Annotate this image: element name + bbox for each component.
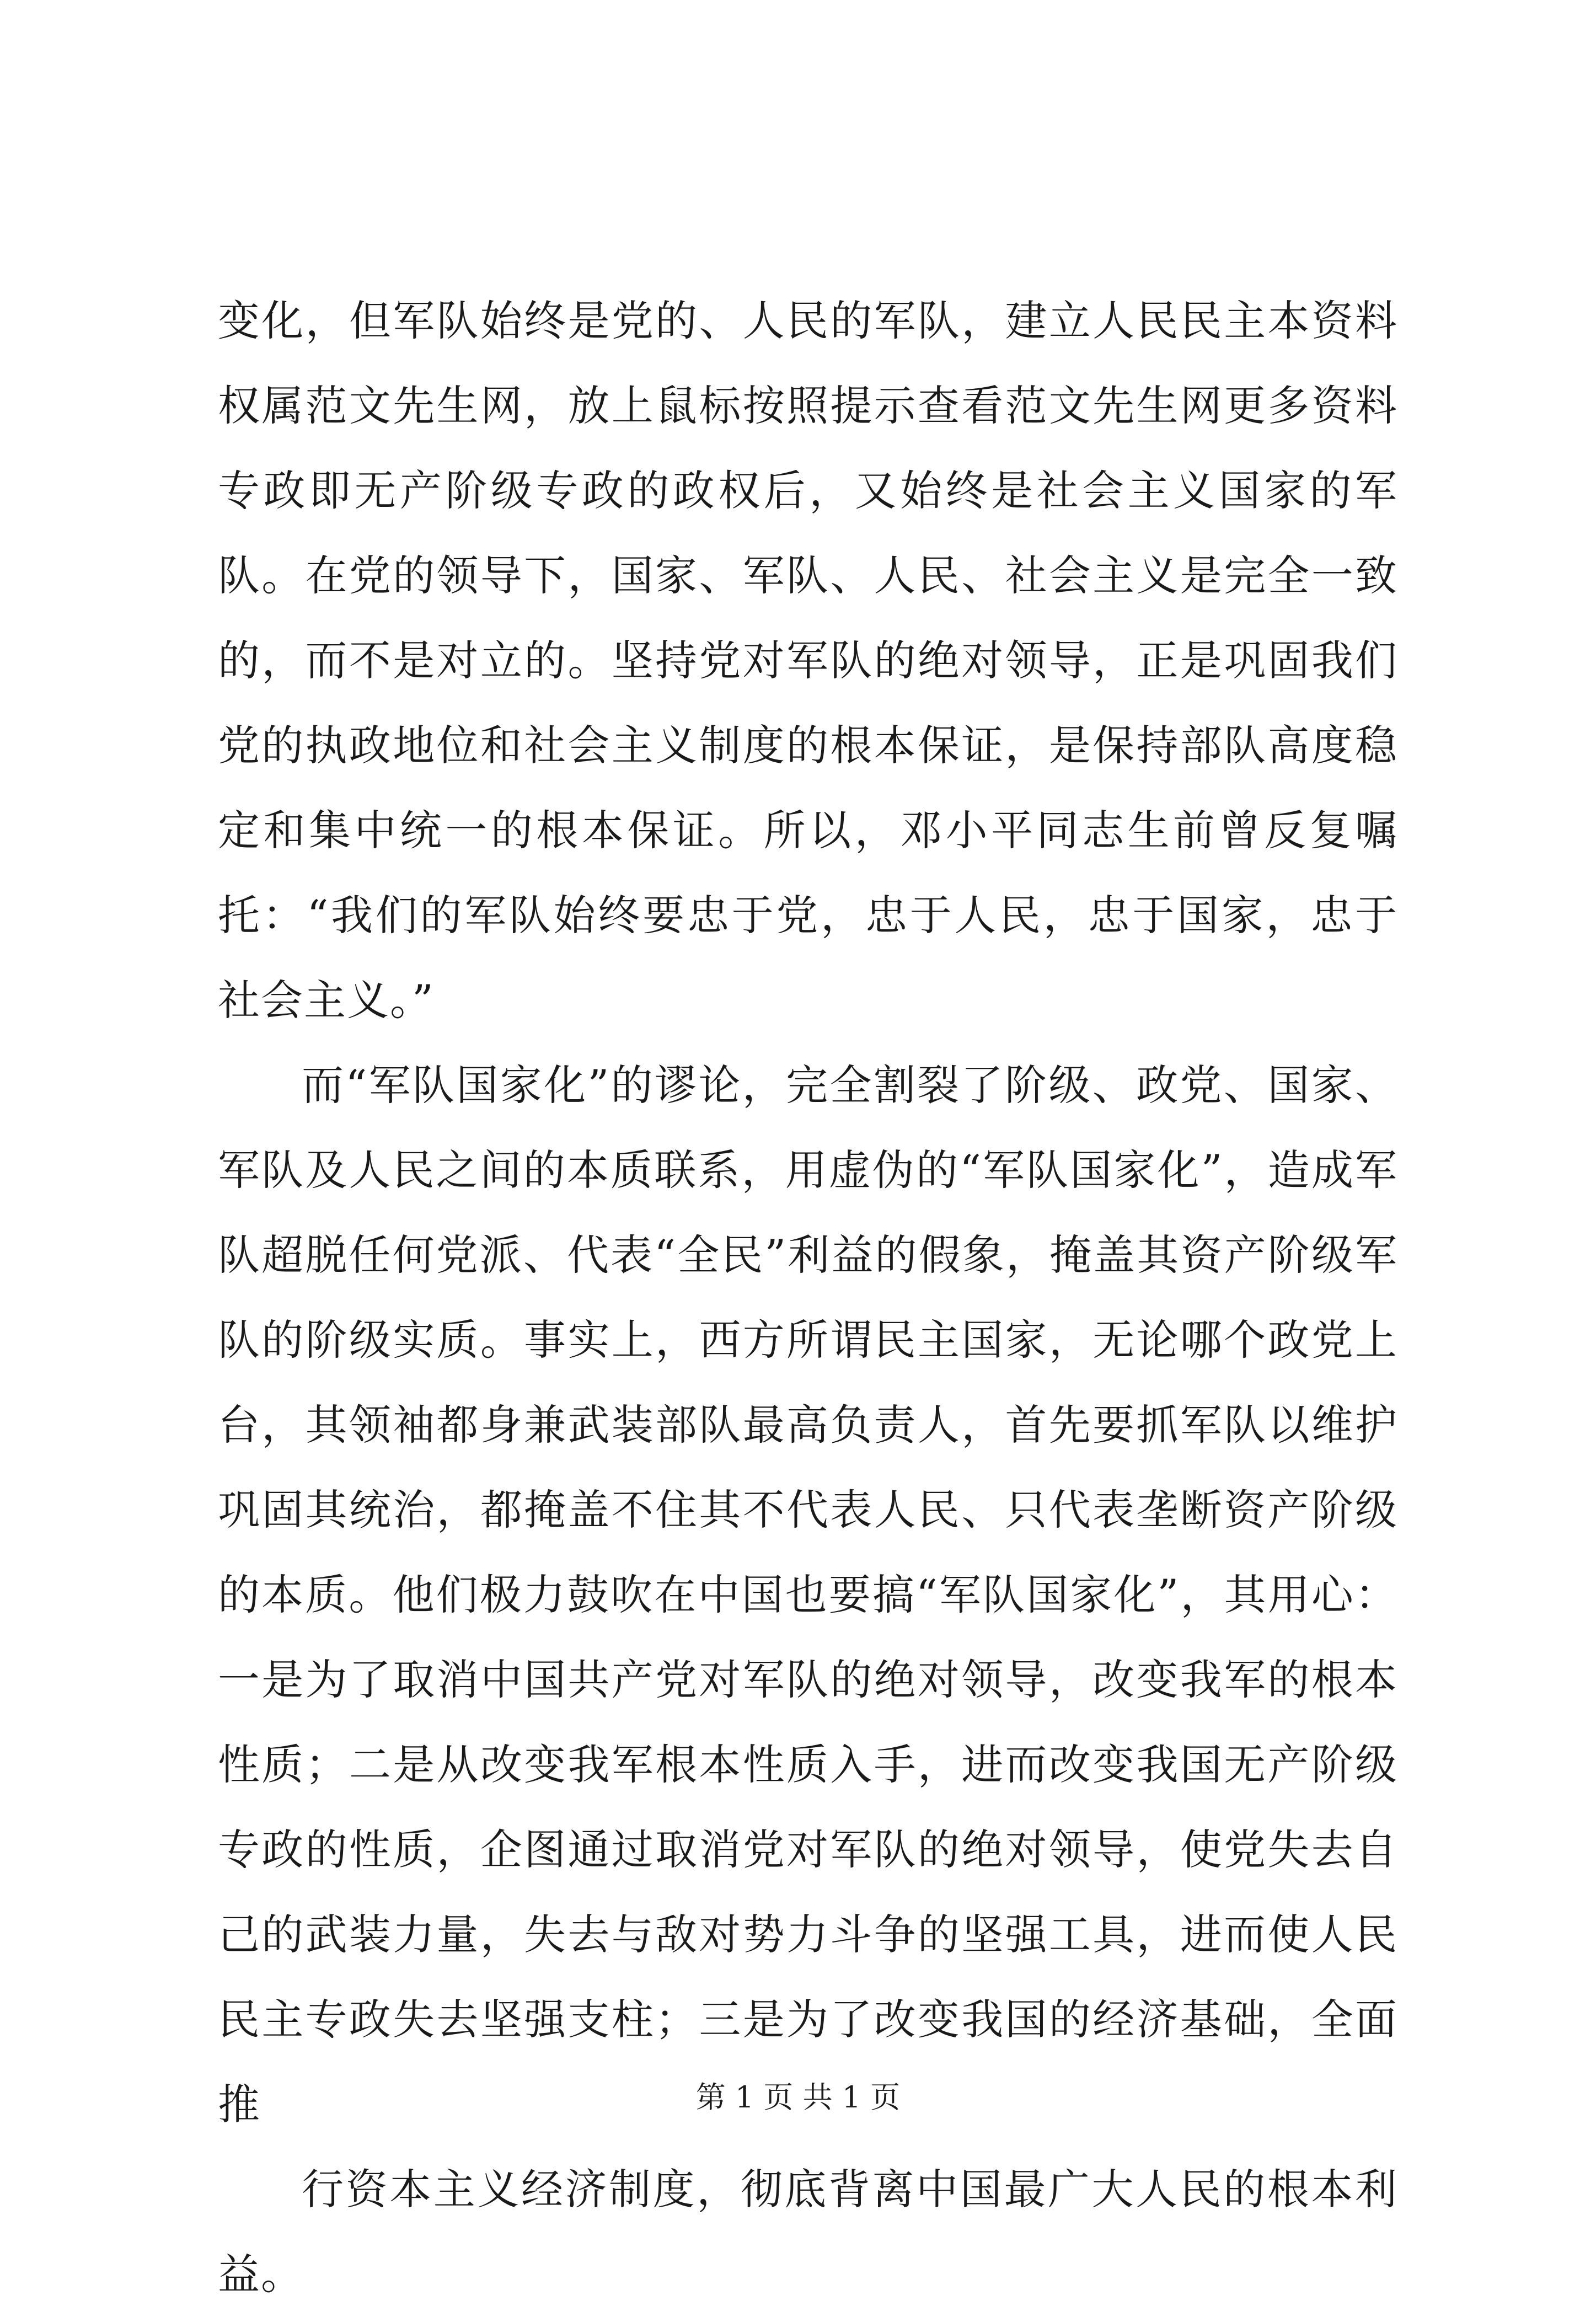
document-body bbox=[218, 279, 1398, 2317]
page-number-footer: 第 1 页 共 1 页 bbox=[695, 2080, 901, 2115]
paragraph-3: 行资本主义经济制度，彻底背离中国最广大人民的根本利益。 bbox=[218, 2165, 1398, 2299]
paragraph-2: 而“军队国家化”的谬论，完全割裂了阶级、政党、国家、军队及人民之间的本质联系，用虚伪的“军队国家化”，造成军队超脱任何党派、代表“全民”利益的假象，掩盖其资产阶级军队的阶级实质。事实上，西方所谓民主国家，无论哪个政党上台，其领袖都身兼武装部队最高负责人，首先要抓军队以维护巩固其统治，都掩盖不住其不代表人民、只代表垄断资产阶级的本质。他们极力鼓吹在中国也要搞“军队国家化”，其用心：一是为了取消中国共产党对军队的绝对领导，改变我军的根本性质；二是从改变我军根本性质入手，进而改变我国无产阶级专政的性质，企图通过取消党对军队的绝对领导，使党失去自己的武装力量，失去与敌对势力斗争的坚强工具，进而使人民民主专政失去坚强支柱；三是为了改变我国的经济基础，全面推 bbox=[218, 1061, 1398, 2129]
paragraph-1: 变化，但军队始终是党的、人民的军队，建立人民民主本资料权属范文先生网，放上鼠标按照提示查看范文先生网更多资料专政即无产阶级专政的政权后，又始终是社会主义国家的军队。在党的领导下，国家、军队、人民、社会主义是完全一致的，而不是对立的。坚持党对军队的绝对领导，正是巩固我们党的执政地位和社会主义制度的根本保证，是保持部队高度稳定和集中统一的根本保证。所以，邓小平同志生前曾反复嘱托：“我们的军队始终要忠于党，忠于人民，忠于国家，忠于社会主义。” bbox=[218, 296, 1398, 1025]
